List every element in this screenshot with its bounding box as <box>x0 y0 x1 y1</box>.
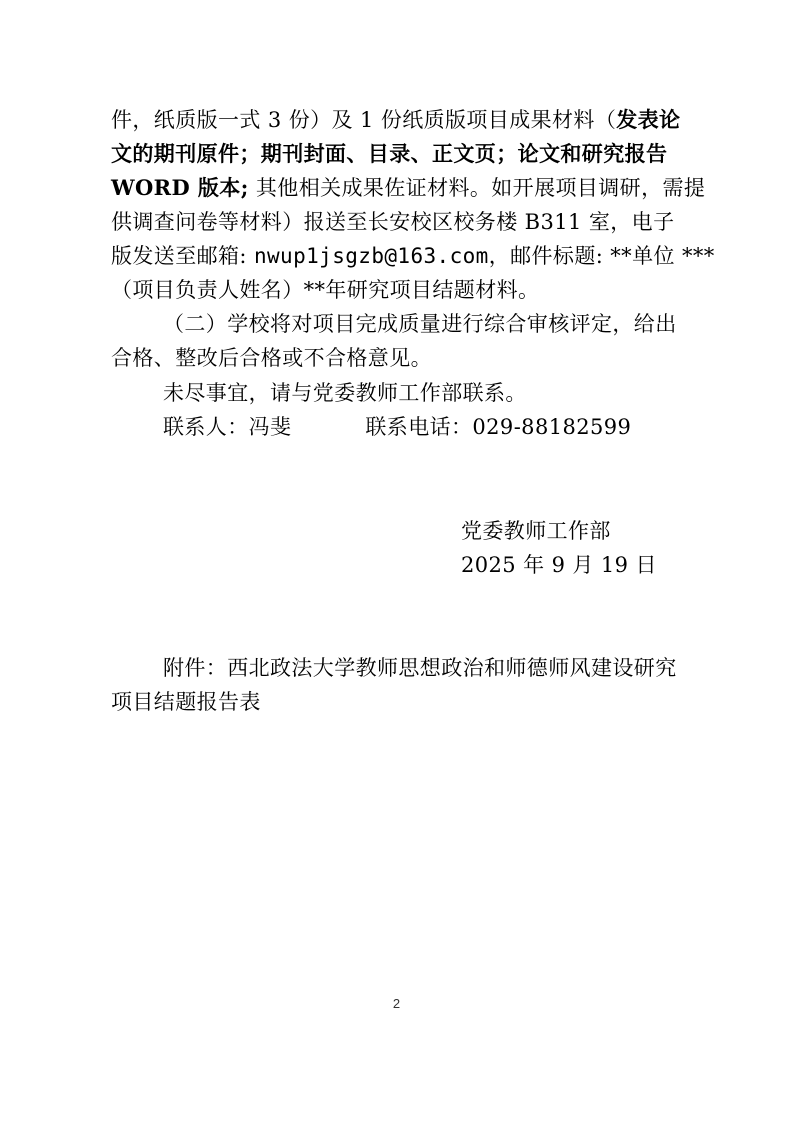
bold-text-segment: 发表论 <box>616 107 681 132</box>
paragraph-3: 未尽事宜，请与党委教师工作部联系。 <box>163 381 527 405</box>
text-segment: 版发送至邮箱: <box>111 244 254 268</box>
attachment-line-2: 项目结题报告表 <box>111 690 261 714</box>
text-segment: 其他相关成果佐证材料。如开展项目调研，需提 <box>248 176 706 200</box>
page-number: 2 <box>392 996 401 1011</box>
text-segment: ，邮件标题: **单位 *** <box>488 244 715 268</box>
bold-text-segment: WORD 版本; <box>111 175 249 200</box>
email-address: nwup1jsgzb@163.com <box>253 244 489 268</box>
attachment-line-1: 附件：西北政法大学教师思想政治和师德师风建设研究 <box>163 656 677 680</box>
paragraph-2-line-2: 合格、整改后合格或不合格意见。 <box>111 346 432 370</box>
paragraph-1-line-1 <box>111 104 680 136</box>
paragraph-1-line-6: （项目负责人姓名）**年研究项目结题材料。 <box>111 278 540 302</box>
text-segment: 件，纸质版一式 3 份）及 1 份纸质版项目成果材料（ <box>111 108 617 132</box>
paragraph-1-line-2: 文的期刊原件；期刊封面、目录、正文页；论文和研究报告 <box>111 141 668 166</box>
paragraph-2-line-1: （二）学校将对项目完成质量进行综合审核评定，给出 <box>163 312 677 336</box>
paragraph-1-line-4: 供调查问卷等材料）报送至长安校区校务楼 B311 室，电子 <box>111 210 675 234</box>
contact-line <box>163 411 631 443</box>
signature-department: 党委教师工作部 <box>461 519 611 543</box>
contact-person: 联系人：冯斐 <box>163 415 292 439</box>
signature-date: 2025 年 9 月 19 日 <box>461 553 657 577</box>
paragraph-1-line-3 <box>111 172 705 204</box>
contact-phone: 联系电话：029-88182599 <box>365 415 632 439</box>
paragraph-1-line-5 <box>111 240 715 272</box>
